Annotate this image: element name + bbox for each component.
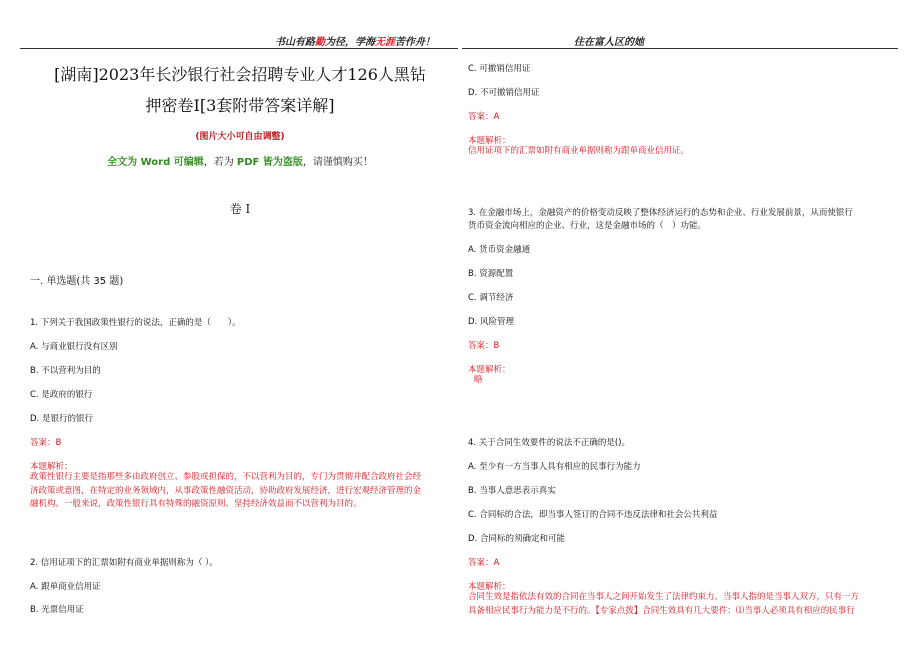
answer-label: 答案：B <box>30 438 62 448</box>
analysis-title: 本题解析： <box>468 136 511 146</box>
answer-label: 答案：A <box>468 558 500 568</box>
question-option: C. 合同标的合法，即当事人签订的合同不违反法律和社会公共利益 <box>468 510 718 520</box>
analysis-title: 本题解析： <box>468 582 511 592</box>
question-option: B. 资源配置 <box>468 269 514 279</box>
analysis-text: 略 <box>474 375 483 385</box>
question-option: A. 与商业银行没有区别 <box>30 342 118 352</box>
image-size-note: (图片大小可自由调整) <box>195 132 285 142</box>
analysis-text: 合同生效是指依法有效的合同在当事人之间开始发生了法律约束力。当事人指的是当事人双方，只有一方 具备相应民事行为能力是不行的。【专家点拨】合同生效具有几大要件：⑴当事人必须具有相应的民事行 <box>468 592 860 616</box>
header-motto: 书山有路勤为径，学海无涯苦作舟！ <box>275 37 435 48</box>
question-option: D. 风险管理 <box>468 317 514 327</box>
question-option: B. 不以营利为目的 <box>30 366 101 376</box>
question-option: C. 调节经济 <box>468 293 514 303</box>
question-option: B. 当事人意思表示真实 <box>468 486 556 496</box>
header-right-text: 住在富人区的她 <box>574 37 644 48</box>
question-stem: 4. 关于合同生效要件的说法不正确的是()。 <box>468 438 630 448</box>
question-option: C. 可撤销信用证 <box>468 64 531 74</box>
question-option: C. 是政府的银行 <box>30 390 93 400</box>
format-notice: 全文为 Word 可编辑，若为 PDF 皆为盗版，请谨慎购买！ <box>107 157 373 168</box>
answer-label: 答案：B <box>468 341 500 351</box>
analysis-title: 本题解析： <box>468 365 511 375</box>
volume-label: 卷 I <box>229 202 251 216</box>
header-rule-left <box>20 48 458 49</box>
analysis-text: 政策性银行主要是指那些多由政府创立、参股或担保的，不以营利为目的，专门为贯彻并配合政府社会经 济政策或意图，在特定的业务领域内，从事政策性融资活动，协助政府发展经济，进行宏观经济管理的金 融机构。一般来说，政策性银行具有特殊的融资原则、坚持经济效益而不以营利为目的。 <box>30 472 422 509</box>
question-option: D. 不可撤销信用证 <box>468 88 540 98</box>
analysis-title: 本题解析： <box>30 462 73 472</box>
question-stem: 1. 下列关于我国政策性银行的说法，正确的是（ ）。 <box>30 318 241 328</box>
question-option: B. 光票信用证 <box>30 605 84 615</box>
question-option: A. 至少有一方当事人具有相应的民事行为能力 <box>468 462 641 472</box>
question-stem: 2. 信用证项下的汇票如附有商业单据则称为（ ）。 <box>30 558 218 568</box>
section-heading: 一. 单选题(共 35 题) <box>30 276 124 287</box>
question-option: A. 跟单商业信用证 <box>30 582 101 592</box>
question-option: D. 是银行的银行 <box>30 414 93 424</box>
question-option: D. 合同标的须确定和可能 <box>468 534 565 544</box>
answer-label: 答案：A <box>468 112 500 122</box>
document-title-line2: 押密卷I[3套附带答案详解] <box>145 96 335 115</box>
analysis-text: 信用证项下的汇票如附有商业单据则称为跟单商业信用证。 <box>468 146 690 156</box>
question-stem: 3. 在金融市场上，金融资产的价格变动反映了整体经济运行的态势和企业、行业发展前景，从而使银行 货币资金流向相应的企业、行业，这是金融市场的（ ）功能。 <box>468 208 853 231</box>
question-option: A. 货币资金融通 <box>468 245 531 255</box>
document-title-line1: [湖南]2023年长沙银行社会招聘专业人才126人黑钻 <box>54 65 426 84</box>
header-rule-right <box>462 48 898 49</box>
